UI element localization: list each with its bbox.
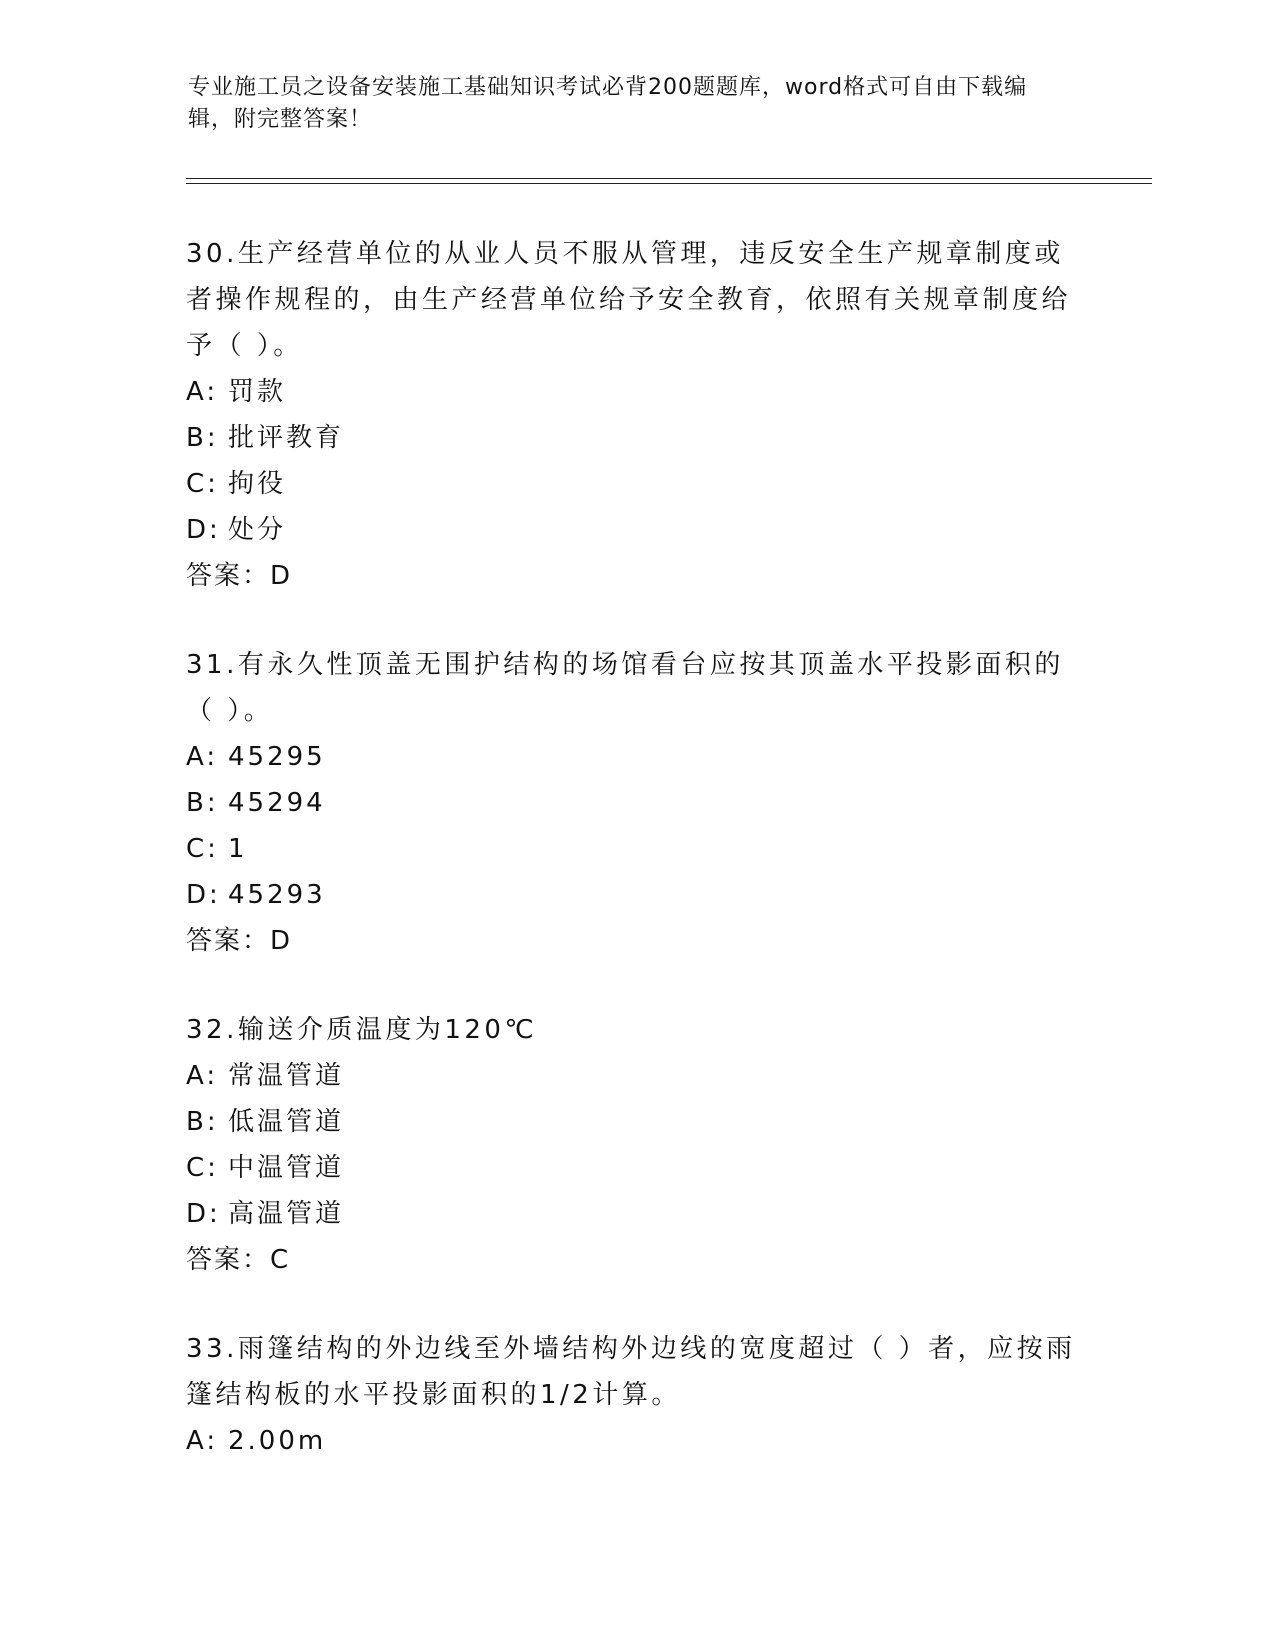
document-header <box>188 72 1068 136</box>
option-text: 常温管道 <box>228 1061 345 1091</box>
option-text: 低温管道 <box>228 1107 345 1137</box>
option-b <box>186 415 1086 461</box>
option-d <box>186 507 1086 553</box>
option-text: 45293 <box>228 880 326 910</box>
option-key: B: <box>186 423 219 453</box>
question-stem: 30.生产经营单位的从业人员不服从管理，违反安全生产规章制度或者操作规程的，由生产经营单位给予安全教育，依照有关规章制度给予（ ）。 <box>186 239 1072 361</box>
option-text: 高温管道 <box>228 1199 345 1229</box>
option-a <box>186 1418 1086 1464</box>
option-text: 拘役 <box>228 469 287 499</box>
option-key: C: <box>186 1153 219 1183</box>
question-stem: 33.雨篷结构的外边线至外墙结构外边线的宽度超过（ ）者，应按雨篷结构板的水平投影面积的1/2计算。 <box>186 1334 1076 1410</box>
option-text: 批评教育 <box>228 423 345 453</box>
option-text: 处分 <box>228 515 287 545</box>
option-c <box>186 826 1086 872</box>
option-a <box>186 1053 1086 1099</box>
option-a <box>186 369 1086 415</box>
answer-label: 答案：D <box>186 926 293 956</box>
option-a <box>186 734 1086 780</box>
option-key: B: <box>186 1107 219 1137</box>
option-text: 45294 <box>228 788 326 818</box>
header-divider-bottom <box>186 183 1152 184</box>
option-c <box>186 461 1086 507</box>
option-b <box>186 1099 1086 1145</box>
question-33 <box>186 1326 1086 1464</box>
option-text: 2.00m <box>228 1426 327 1456</box>
question-30 <box>186 231 1086 599</box>
option-b <box>186 780 1086 826</box>
option-key: D: <box>186 515 221 545</box>
option-text: 中温管道 <box>228 1153 345 1183</box>
option-key: D: <box>186 880 221 910</box>
option-key: C: <box>186 469 219 499</box>
question-list <box>186 231 1086 1507</box>
option-text: 罚款 <box>228 377 287 407</box>
header-divider-top <box>186 178 1152 179</box>
question-31 <box>186 642 1086 964</box>
option-d <box>186 872 1086 918</box>
question-32 <box>186 1007 1086 1283</box>
option-key: A: <box>186 377 219 407</box>
option-key: A: <box>186 1426 219 1456</box>
option-d <box>186 1191 1086 1237</box>
option-key: A: <box>186 742 219 772</box>
option-text: 1 <box>228 834 248 864</box>
question-stem: 32.输送介质温度为120℃ <box>186 1015 538 1045</box>
answer-label: 答案：C <box>186 1245 291 1275</box>
question-stem: 31.有永久性顶盖无围护结构的场馆看台应按其顶盖水平投影面积的（ ）。 <box>186 650 1064 726</box>
answer-label: 答案：D <box>186 561 293 591</box>
option-key: A: <box>186 1061 219 1091</box>
option-key: C: <box>186 834 219 864</box>
option-key: B: <box>186 788 219 818</box>
option-text: 45295 <box>228 742 326 772</box>
option-c <box>186 1145 1086 1191</box>
option-key: D: <box>186 1199 221 1229</box>
document-title: 专业施工员之设备安装施工基础知识考试必背200题题库，word格式可自由下载编辑，附完整答案！ <box>188 75 1028 132</box>
